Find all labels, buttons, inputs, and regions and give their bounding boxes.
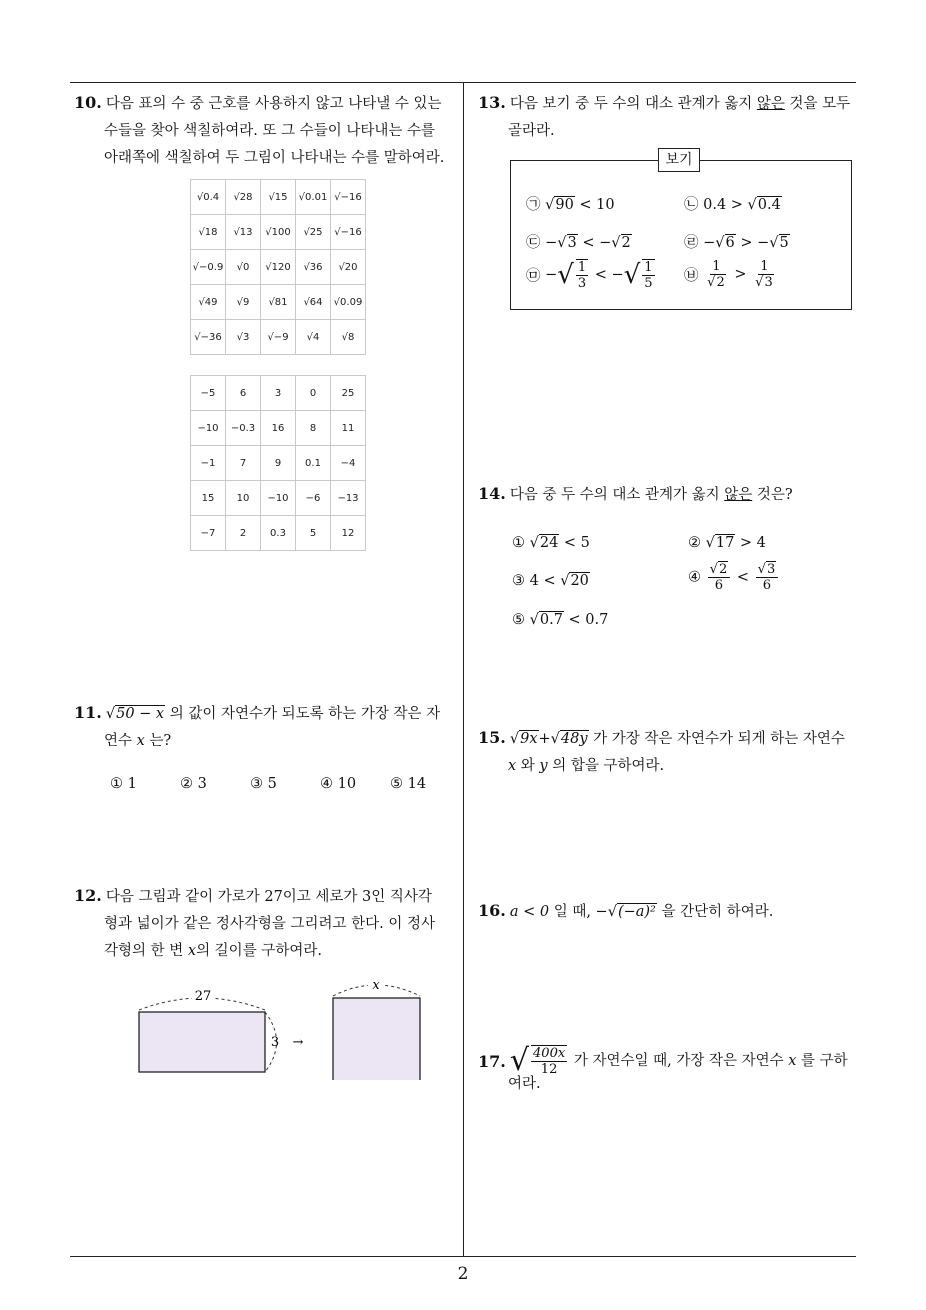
question-text: 와 — [520, 758, 535, 774]
grid-cell[interactable]: √−36 — [191, 320, 226, 355]
emphasis-text: 않은 — [724, 487, 753, 503]
grid-cell[interactable]: √3 — [226, 320, 261, 355]
grid-cell[interactable]: 0 — [296, 376, 331, 411]
sqrt-expression: √9x — [509, 731, 538, 747]
question-text: 수들을 찾아 색칠하여라. 또 그 수들이 나타내는 수를 — [104, 123, 436, 139]
bottom-rule — [70, 1256, 856, 1257]
grid-cell[interactable]: −10 — [191, 411, 226, 446]
grid-cell[interactable]: 15 — [191, 481, 226, 516]
question-number: 11. — [74, 703, 102, 722]
variable: x — [508, 758, 517, 774]
grid-cell[interactable]: √120 — [261, 250, 296, 285]
width-label: 27 — [194, 989, 212, 1004]
grid-cell[interactable]: √0.4 — [191, 180, 226, 215]
grid-cell[interactable]: 7 — [226, 446, 261, 481]
option-5[interactable]: ⑤ 14 — [390, 776, 427, 792]
question-11 — [74, 699, 459, 755]
question-text: 것은? — [756, 487, 793, 503]
question-text: 것을 모두 — [789, 96, 851, 112]
grid-cell[interactable]: √−16 — [331, 215, 366, 250]
question-text: 형과 넓이가 같은 정사각형을 그리려고 한다. 이 정사 — [104, 916, 436, 932]
variable: x — [788, 1052, 797, 1069]
example-item-b[interactable]: ㉡ 0.4 > √0.4 — [684, 197, 781, 213]
question-text: 가 가장 작은 자연수가 되게 하는 자연수 — [593, 731, 845, 747]
grid-cell[interactable]: −0.3 — [226, 411, 261, 446]
option-3[interactable]: ③ 5 — [250, 776, 277, 792]
question-text: 의 합을 구하여라. — [552, 758, 665, 774]
example-item-f[interactable]: ㉥ $\frac{1}{√2}$ > $\frac{1}{√3}$ — [684, 259, 773, 290]
rectangle — [139, 1012, 265, 1072]
option-3[interactable]: ③ 4 < √20 — [512, 573, 589, 589]
question-10 — [74, 89, 459, 172]
grid-cell[interactable]: √9 — [226, 285, 261, 320]
grid-cell[interactable]: 10 — [226, 481, 261, 516]
question-text: 골라라. — [508, 123, 555, 139]
question-number: 13. — [478, 93, 506, 112]
grid-cell[interactable]: √28 — [226, 180, 261, 215]
number-grid — [190, 375, 366, 551]
grid-cell[interactable]: 0.1 — [296, 446, 331, 481]
arrow: → — [292, 1035, 304, 1050]
grid-cell[interactable]: 16 — [261, 411, 296, 446]
grid-row — [191, 320, 366, 355]
example-item-e[interactable]: ㉤ −√ $\frac{1}{3}$ < −√ $\frac{1}{5}$ — [526, 260, 653, 291]
grid-cell[interactable]: 6 — [226, 376, 261, 411]
grid-cell[interactable]: √−9 — [261, 320, 296, 355]
grid-cell[interactable]: −13 — [331, 481, 366, 516]
example-item-c[interactable]: ㉢ −√3 < −√2 — [526, 235, 631, 251]
question-text: 다음 중 두 수의 대소 관계가 옳지 — [509, 487, 720, 503]
grid-row — [191, 481, 366, 516]
sqrt-expression: √(−a)² — [607, 904, 656, 920]
grid-row — [191, 411, 366, 446]
grid-row — [191, 215, 366, 250]
radical-grid — [190, 179, 366, 355]
grid-cell[interactable]: √0 — [226, 250, 261, 285]
question-text: 의 값이 자연수가 되도록 하는 가장 작은 자 — [169, 706, 441, 722]
grid-cell[interactable]: √25 — [296, 215, 331, 250]
grid-cell[interactable]: −4 — [331, 446, 366, 481]
question-number: 12. — [74, 886, 102, 905]
rectangle-to-square-figure — [130, 980, 430, 1080]
question-number: 17. — [478, 1051, 506, 1071]
grid-cell[interactable]: √18 — [191, 215, 226, 250]
grid-cell[interactable]: 9 — [261, 446, 296, 481]
grid-cell[interactable]: √0.01 — [296, 180, 331, 215]
question-number: 10. — [74, 93, 102, 112]
grid-row — [191, 446, 366, 481]
example-item-d[interactable]: ㉣ −√6 > −√5 — [684, 235, 789, 251]
example-item-a[interactable]: ㉠ √90 < 10 — [526, 197, 615, 213]
grid-cell[interactable]: 2 — [226, 516, 261, 551]
question-14 — [478, 480, 863, 509]
grid-cell[interactable]: 11 — [331, 411, 366, 446]
question-16: 16. a < 0 일 때, −√(−a)² 을 간단히 하여라. — [478, 897, 863, 926]
question-number: 15. — [478, 728, 506, 747]
option-1[interactable]: ① 1 — [110, 776, 137, 792]
grid-cell[interactable]: √0.09 — [331, 285, 366, 320]
question-text: 를 구하 — [801, 1052, 848, 1069]
option-5[interactable]: ⑤ √0.7 < 0.7 — [512, 612, 609, 628]
page-number: 2 — [457, 1264, 469, 1284]
grid-cell[interactable]: −10 — [261, 481, 296, 516]
grid-cell[interactable]: √4 — [296, 320, 331, 355]
grid-cell[interactable]: 3 — [261, 376, 296, 411]
square-side-label: x — [372, 980, 380, 993]
question-text: 가 자연수일 때, 가장 작은 자연수 — [573, 1052, 784, 1069]
grid-cell[interactable]: 5 — [296, 516, 331, 551]
sqrt-expression: √50 − x — [105, 706, 165, 722]
grid-cell[interactable]: −7 — [191, 516, 226, 551]
option-2[interactable]: ② 3 — [180, 776, 207, 792]
question-number: 16. — [478, 901, 506, 920]
question-13 — [478, 89, 863, 145]
question-17: 17. √ $\frac{400x}{12}$ 가 자연수일 때, 가장 작은 자연수 x 를 구하 여라. — [478, 1045, 863, 1098]
option-4[interactable]: ④ 10 — [320, 776, 357, 792]
grid-cell[interactable]: −1 — [191, 446, 226, 481]
option-2[interactable]: ② √17 > 4 — [688, 535, 766, 551]
question-text: 아래쪽에 색칠하여 두 그림이 나타내는 수를 말하여라. — [104, 150, 445, 166]
question-text: 여라. — [508, 1076, 541, 1092]
question-text: 을 간단히 하여라. — [661, 904, 774, 920]
square — [333, 998, 420, 1080]
question-text: 각형의 한 변 — [104, 943, 184, 959]
grid-cell[interactable]: 12 — [331, 516, 366, 551]
grid-cell[interactable]: 0.3 — [261, 516, 296, 551]
grid-cell[interactable]: √64 — [296, 285, 331, 320]
variable: y — [539, 758, 548, 774]
grid-row — [191, 180, 366, 215]
grid-cell[interactable]: √100 — [261, 215, 296, 250]
variable: x — [136, 733, 145, 749]
grid-cell[interactable]: 8 — [296, 411, 331, 446]
grid-cell[interactable]: 25 — [331, 376, 366, 411]
grid-cell[interactable]: −5 — [191, 376, 226, 411]
option-1[interactable]: ① √24 < 5 — [512, 535, 590, 551]
grid-cell[interactable]: √49 — [191, 285, 226, 320]
question-text: 다음 표의 수 중 근호를 사용하지 않고 나타낼 수 있는 — [105, 96, 442, 112]
question-12 — [74, 882, 459, 965]
grid-cell[interactable]: √20 — [331, 250, 366, 285]
grid-cell[interactable]: √−16 — [331, 180, 366, 215]
question-text: 일 때, — [553, 904, 591, 920]
grid-row — [191, 250, 366, 285]
question-text: 의 길이를 구하여라. — [196, 943, 322, 959]
grid-cell[interactable]: −6 — [296, 481, 331, 516]
emphasis-text: 않은 — [756, 96, 785, 112]
column-divider — [463, 82, 464, 1257]
height-label: 3 — [270, 1035, 280, 1050]
variable: x — [187, 943, 197, 959]
question-text: 다음 보기 중 두 수의 대소 관계가 옳지 — [509, 96, 753, 112]
grid-row — [191, 516, 366, 551]
grid-row — [191, 285, 366, 320]
grid-cell[interactable]: √36 — [296, 250, 331, 285]
grid-cell[interactable]: √−0.9 — [191, 250, 226, 285]
grid-cell[interactable]: √15 — [261, 180, 296, 215]
question-15: 15. √9x+√48y 가 가장 작은 자연수가 되게 하는 자연수 x 와 y 의 합을 구하여라. — [478, 728, 845, 774]
question-text: 연수 — [104, 733, 133, 749]
grid-row — [191, 376, 366, 411]
sqrt-expression: √48y — [550, 731, 588, 747]
fraction: $\frac{400x}{12}$ — [532, 1046, 566, 1077]
grid-cell[interactable]: √13 — [226, 215, 261, 250]
question-text: 다음 그림과 같이 가로가 27이고 세로가 3인 직사각 — [105, 889, 432, 905]
example-box-label: 보기 — [658, 148, 700, 172]
condition: a < 0 — [509, 904, 550, 920]
option-4[interactable]: ④ $\frac{√2}{6}$ < $\frac{√3}{6}$ — [688, 562, 780, 593]
question-text: 는? — [149, 733, 172, 749]
grid-cell[interactable]: √81 — [261, 285, 296, 320]
question-number: 14. — [478, 484, 506, 503]
grid-cell[interactable]: √8 — [331, 320, 366, 355]
